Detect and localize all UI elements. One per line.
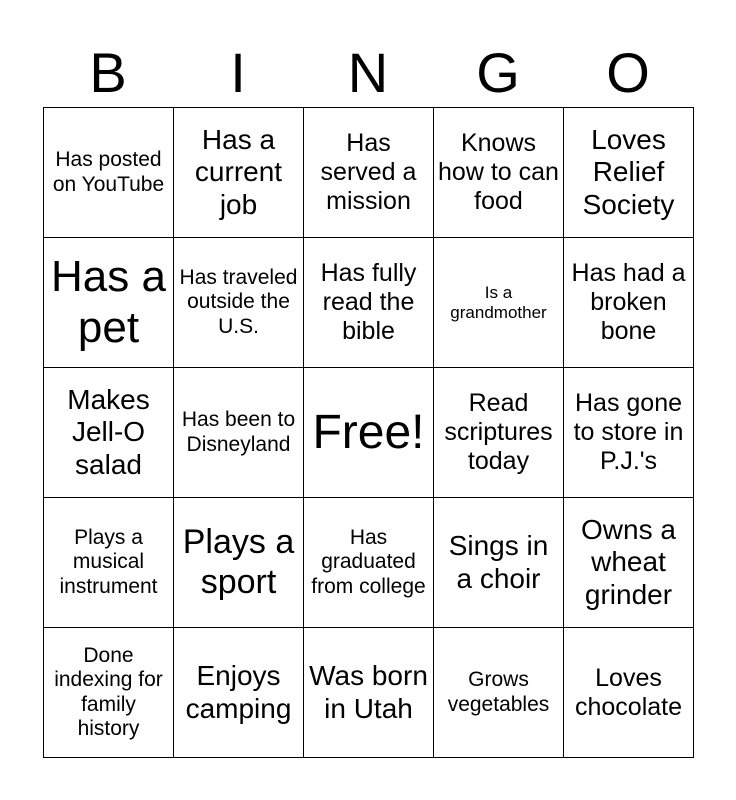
header-letter-n: N (347, 41, 389, 104)
bingo-cell[interactable] (174, 108, 304, 238)
bingo-cell[interactable] (44, 628, 174, 758)
bingo-cell[interactable] (434, 628, 564, 758)
bingo-cell[interactable] (44, 498, 174, 628)
bingo-cell[interactable] (174, 368, 304, 498)
bingo-header (43, 40, 693, 106)
cell-text: Loves chocolate (574, 663, 683, 721)
cell-text: Has a current job (194, 124, 283, 220)
cell-text: Has a pet (51, 251, 166, 352)
bingo-cell[interactable] (564, 628, 694, 758)
bingo-cell[interactable] (564, 498, 694, 628)
bingo-cell[interactable] (434, 498, 564, 628)
cell-text: Makes Jell-O salad (67, 384, 150, 480)
cell-text: Done indexing for family history (54, 644, 163, 740)
cell-text: Has graduated from college (311, 526, 426, 598)
cell-text: Has gone to store in P.J.'s (573, 389, 684, 475)
header-letter-o: O (606, 41, 650, 104)
cell-text: Read scriptures today (444, 389, 553, 475)
bingo-cell[interactable] (434, 108, 564, 238)
header-letter-g: G (476, 41, 520, 104)
header-letter-i: I (230, 41, 246, 104)
bingo-cell[interactable] (304, 498, 434, 628)
bingo-cell[interactable] (434, 368, 564, 498)
cell-text: Plays a sport (182, 523, 295, 601)
cell-text: Plays a musical instrument (59, 526, 158, 598)
cell-text: Loves Relief Society (582, 124, 675, 220)
bingo-cell[interactable] (434, 238, 564, 368)
bingo-cell[interactable] (304, 238, 434, 368)
bingo-cell[interactable] (174, 628, 304, 758)
free-space-cell[interactable] (304, 368, 434, 498)
bingo-cell[interactable] (174, 498, 304, 628)
cell-text: Was born in Utah (309, 660, 428, 724)
cell-text: Has fully read the bible (320, 259, 417, 345)
bingo-cell[interactable] (304, 108, 434, 238)
cell-text: Enjoys camping (185, 660, 292, 724)
header-letter-b: B (89, 41, 127, 104)
cell-text: Has traveled outside the U.S. (179, 266, 298, 338)
free-space-text: Free! (312, 405, 425, 459)
cell-text: Has served a mission (320, 129, 417, 215)
cell-text: Sings in a choir (448, 530, 549, 594)
cell-text: Knows how to can food (438, 129, 559, 215)
cell-text: Is a grandmother (450, 282, 547, 322)
bingo-cell[interactable] (44, 368, 174, 498)
bingo-board (43, 107, 694, 758)
bingo-cell[interactable] (564, 108, 694, 238)
bingo-cell[interactable] (564, 238, 694, 368)
cell-text: Grows vegetables (447, 668, 550, 716)
bingo-cell[interactable] (564, 368, 694, 498)
bingo-cell[interactable] (44, 238, 174, 368)
cell-text: Has had a broken bone (571, 259, 686, 345)
cell-text: Has posted on YouTube (52, 148, 165, 196)
bingo-cell[interactable] (44, 108, 174, 238)
cell-text: Has been to Disneyland (181, 408, 296, 456)
bingo-cell[interactable] (304, 628, 434, 758)
bingo-cell[interactable] (174, 238, 304, 368)
cell-text: Owns a wheat grinder (581, 514, 676, 610)
